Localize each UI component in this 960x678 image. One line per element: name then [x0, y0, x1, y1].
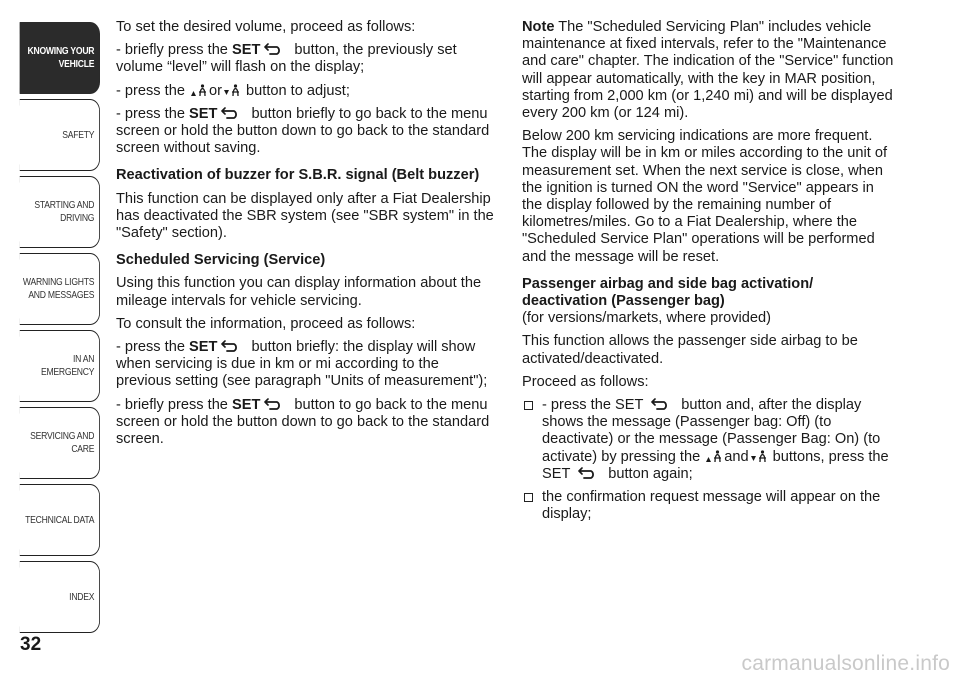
airbag-step-2	[522, 489, 894, 523]
airbag-paragraph: This function allows the passenger side airbag to be activated/deactivated.	[522, 333, 858, 367]
set-label: SET	[231, 42, 261, 59]
text-run: - briefly press the	[116, 396, 232, 413]
right-column	[522, 19, 894, 529]
note-label: Note	[522, 19, 555, 35]
checkbox-bullet-icon	[524, 401, 533, 410]
tab-index[interactable]	[20, 561, 100, 633]
volume-step-3	[116, 106, 498, 158]
tab-label-line: STARTING AND	[34, 199, 95, 211]
tab-label-line: DRIVING	[60, 212, 95, 224]
tab-label-line: TECHNICAL DATA	[25, 513, 95, 526]
return-arrow-icon	[264, 43, 284, 55]
text-run: or	[209, 82, 222, 99]
tab-label-line: AND MESSAGES	[28, 289, 95, 301]
service-paragraph-1: Using this function you can display information about the mileage intervals for vehicle servicing.	[116, 275, 482, 309]
text-run: button, the previously set volume “level” will flash on the display;	[116, 42, 457, 76]
set-label: SET	[189, 339, 218, 356]
tab-label-line: SAFETY	[62, 128, 95, 141]
tab-label-line: KNOWING YOUR	[27, 45, 95, 57]
text-run: - press the SET	[542, 397, 648, 414]
text-run: - briefly press the	[116, 42, 232, 59]
service-paragraph-2: To consult the information, proceed as follows:	[116, 315, 416, 332]
text-run: the confirmation request message will appear on the display;	[542, 489, 881, 523]
up-arrow-icon	[705, 450, 723, 463]
text-run: button again;	[604, 465, 693, 482]
text-run: The "Scheduled Servicing Plan" includes vehicle maintenance at fixed intervals, refer to the "Maintenance and care" chapter. The indication of the "Service" function will appear automatically, with the key in MAR position, starting from 2,000 km (or 1,240 mi) and will be displayed every 200 km (or 124 mi).	[522, 19, 894, 122]
tab-label-line: WARNING LIGHTS	[22, 276, 95, 288]
volume-step-2	[116, 83, 498, 100]
airbag-step-1	[522, 397, 894, 483]
service-step-1	[116, 339, 498, 391]
proceed-label: Proceed as follows:	[522, 373, 649, 390]
return-arrow-icon	[651, 398, 671, 410]
page-number: 32	[20, 634, 42, 655]
set-label: SET	[231, 396, 261, 413]
text-run: button briefly to go back to the menu screen or hold the button down to go back to the standard screen without saving.	[116, 105, 490, 157]
tab-label-line: SERVICING AND	[30, 430, 95, 442]
tab-starting-and-driving[interactable]	[20, 176, 100, 248]
text-run: - press the	[116, 82, 189, 99]
text-run: button and, after the display shows the message (Passenger bag: Off) (to deactivate) or the message (Passenger Bag: On) (to activate) by pressing the	[542, 397, 881, 465]
heading-scheduled-servicing: Scheduled Servicing (Service)	[116, 252, 326, 269]
return-arrow-icon	[578, 467, 598, 479]
volume-step-1	[116, 42, 498, 76]
tab-servicing-and-care[interactable]	[20, 407, 100, 479]
return-arrow-icon	[221, 340, 241, 352]
up-arrow-icon	[190, 84, 208, 97]
down-arrow-icon	[750, 450, 768, 463]
volume-intro: To set the desired volume, proceed as follows:	[116, 19, 416, 35]
text-run: - press the	[116, 339, 189, 356]
down-arrow-icon	[223, 84, 241, 97]
return-arrow-icon	[221, 107, 241, 119]
heading-belt-buzzer: Reactivation of buzzer for S.B.R. signal (Belt buzzer)	[116, 167, 480, 184]
tab-warning-lights-and-messages[interactable]	[20, 253, 100, 325]
versions-note: (for versions/markets, where provided)	[522, 310, 771, 327]
tab-knowing-your-vehicle[interactable]	[20, 22, 100, 94]
text-run: button briefly: the display will show when servicing is due in km or mi according to the previous setting (see paragraph "Units of measurement");	[116, 339, 488, 390]
text-run: button to adjust;	[241, 82, 350, 99]
text-run: buttons, press the SET	[542, 448, 889, 482]
tab-in-an-emergency[interactable]	[20, 330, 100, 402]
tab-safety[interactable]	[20, 99, 100, 171]
return-arrow-icon	[264, 398, 284, 410]
text-run: and	[724, 448, 749, 465]
service-note	[522, 19, 894, 122]
set-label: SET	[189, 105, 218, 122]
tab-label-line: VEHICLE	[58, 58, 95, 70]
checkbox-bullet-icon	[524, 493, 533, 502]
service-step-2	[116, 397, 498, 449]
heading-passenger-bag: Passenger airbag and side bag activation/ deactivation (Passenger bag)	[522, 275, 814, 310]
buzzer-paragraph: This function can be displayed only after a Fiat Dealership has deactivated the SBR system (see "SBR system" in the "Safety" section).	[116, 190, 494, 242]
tab-technical-data[interactable]	[20, 484, 100, 556]
tab-label-line: IN AN EMERGENCY	[40, 353, 95, 378]
tab-label-line: INDEX	[69, 590, 95, 603]
tab-label-line: CARE	[71, 443, 95, 455]
service-below-200: Below 200 km servicing indications are more frequent. The display will be in km or miles according to the unit of measurement set. When the next service is close, when the ignition is turned ON the word "Service" appears in the display followed by the remaining number of kilometres/miles. Go to a Fiat Dealership, where the "Scheduled Service Plan" operations will be performed and the message will be reset.	[522, 128, 888, 265]
text-run: button to go back to the menu screen or hold the button down to go back to the standard screen.	[116, 396, 490, 448]
watermark: carmanualsonline.info	[741, 652, 950, 675]
left-column	[116, 19, 498, 454]
text-run: - press the	[116, 105, 189, 122]
